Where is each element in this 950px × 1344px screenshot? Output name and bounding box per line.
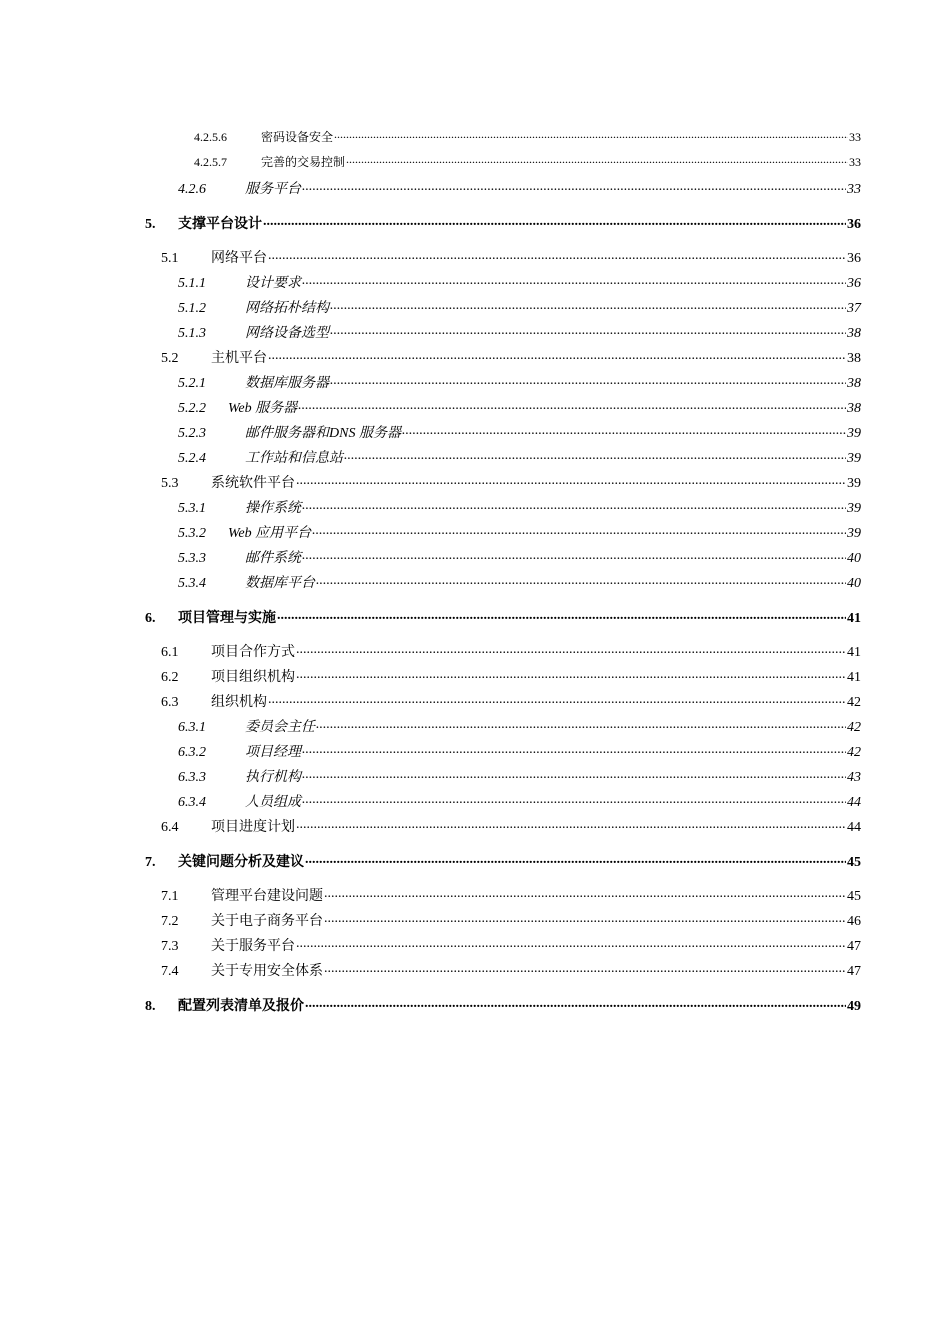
toc-entry[interactable]: [178, 791, 861, 811]
toc-dot-leader: [302, 549, 846, 562]
toc-entry-title: 关于电子商务平台: [211, 914, 323, 929]
toc-entry-page: 39: [847, 501, 861, 516]
toc-entry-page: 39: [847, 426, 861, 441]
toc-entry[interactable]: [178, 572, 861, 592]
toc-entry-title: 关于专用安全体系: [211, 964, 323, 979]
toc-entry-title: Web 应用平台: [228, 526, 312, 541]
toc-entry-number: 5.2.1: [178, 376, 206, 391]
toc-entry[interactable]: [161, 885, 861, 905]
toc-entry-page: 39: [847, 526, 861, 541]
toc-entry-number: 5.1.3: [178, 326, 206, 341]
toc-entry[interactable]: [178, 372, 861, 392]
toc-entry-page: 37: [847, 301, 861, 316]
toc-entry-page: 42: [847, 695, 861, 710]
toc-entry-title: 项目经理: [245, 745, 301, 760]
toc-entry-number: 5.2.3: [178, 426, 206, 441]
toc-entry-title: 系统软件平台: [211, 476, 295, 491]
toc-entry-number: 5.2: [161, 351, 179, 366]
toc-entry-title: Web 服务器: [228, 401, 298, 416]
toc-entry-page: 44: [847, 820, 861, 835]
toc-entry[interactable]: [194, 128, 861, 145]
toc-entry-title: 执行机构: [245, 770, 301, 785]
toc-dot-leader: [277, 609, 846, 622]
toc-entry-page: 43: [847, 770, 861, 785]
toc-dot-leader: [296, 643, 846, 656]
toc-entry-title: 工作站和信息站: [245, 451, 343, 466]
toc-dot-leader: [263, 215, 846, 228]
toc-entry-page: 46: [847, 914, 861, 929]
toc-entry-page: 36: [847, 217, 861, 232]
toc-entry-number: 5.3.2: [178, 526, 206, 541]
toc-entry-number: 6.3: [161, 695, 179, 710]
toc-entry-number: 6.1: [161, 645, 179, 660]
toc-entry-number: 5.1.2: [178, 301, 206, 316]
toc-entry[interactable]: [161, 691, 861, 711]
toc-entry[interactable]: [161, 960, 861, 980]
toc-entry-number: 5.3.3: [178, 551, 206, 566]
toc-entry-page: 41: [847, 645, 861, 660]
toc-dot-leader: [330, 374, 846, 387]
toc-entry-page: 40: [847, 576, 861, 591]
toc-entry-title: 完善的交易控制: [261, 155, 346, 169]
toc-entry-title: 关键问题分析及建议: [178, 855, 304, 870]
toc-entry-number: 5.1: [161, 251, 179, 266]
toc-entry-title: 支撑平台设计: [178, 217, 262, 232]
toc-entry-number: 5.2.4: [178, 451, 206, 466]
toc-entry-number: 6.3.3: [178, 770, 206, 785]
toc-dot-leader: [302, 743, 846, 756]
toc-entry-number: 5.3.4: [178, 576, 206, 591]
toc-entry-number: 5.3.1: [178, 501, 206, 516]
toc-entry-number: 7.1: [161, 889, 179, 904]
toc-entry-page: 47: [847, 939, 861, 954]
toc-entry-title: 网络拓朴结构: [245, 301, 329, 316]
toc-dot-leader: [324, 912, 846, 925]
toc-entry-title: 网络设备选型: [245, 326, 329, 341]
toc-dot-leader: [268, 349, 846, 362]
toc-dot-leader: [296, 474, 846, 487]
toc-entry-page: 49: [847, 999, 861, 1014]
toc-entry[interactable]: [178, 766, 861, 786]
toc-entry-number: 6.3.4: [178, 795, 206, 810]
toc-entry-title: 邮件系统: [245, 551, 301, 566]
toc-entry-title: 数据库服务器: [245, 376, 329, 391]
toc-entry[interactable]: [178, 297, 861, 317]
toc-entry-number: 7.: [145, 855, 156, 870]
toc-entry[interactable]: [145, 851, 861, 871]
toc-dot-leader: [316, 574, 846, 587]
toc-entry-title: 操作系统: [245, 501, 301, 516]
toc-dot-leader: [296, 818, 846, 831]
toc-dot-leader: [346, 155, 848, 166]
toc-entry-title: 密码设备安全: [261, 130, 334, 144]
toc-entry[interactable]: [161, 247, 861, 267]
toc-entry-number: 4.2.5.7: [194, 155, 227, 169]
toc-dot-leader: [296, 937, 846, 950]
toc-entry-page: 36: [847, 276, 861, 291]
toc-entry[interactable]: [178, 272, 861, 292]
toc-entry-number: 8.: [145, 999, 156, 1014]
toc-entry-number: 6.3.1: [178, 720, 206, 735]
toc-entry[interactable]: [178, 716, 861, 736]
toc-entry[interactable]: [161, 935, 861, 955]
toc-entry[interactable]: [145, 213, 861, 233]
toc-entry[interactable]: [194, 153, 861, 170]
toc-entry-title: 服务平台: [245, 182, 301, 197]
toc-dot-leader: [298, 399, 846, 412]
toc-entry[interactable]: [178, 497, 861, 517]
toc-entry-number: 5.3: [161, 476, 179, 491]
toc-entry[interactable]: [145, 995, 861, 1015]
toc-dot-leader: [302, 793, 846, 806]
toc-dot-leader: [302, 499, 846, 512]
toc-entry[interactable]: [178, 322, 861, 342]
toc-entry-number: 6.4: [161, 820, 179, 835]
toc-dot-leader: [268, 249, 846, 262]
toc-entry-page: 41: [847, 611, 861, 626]
toc-entry-title: 数据库平台: [245, 576, 315, 591]
toc-entry-page: 39: [847, 451, 861, 466]
toc-dot-leader: [305, 853, 846, 866]
toc-entry[interactable]: [145, 607, 861, 627]
toc-entry[interactable]: [178, 178, 861, 198]
toc-dot-leader: [268, 693, 846, 706]
toc-entry-title: 管理平台建设问题: [211, 889, 323, 904]
toc-dot-leader: [402, 424, 846, 437]
toc-entry-title: 主机平台: [211, 351, 267, 366]
toc-entry-page: 42: [847, 745, 861, 760]
toc-entry-page: 42: [847, 720, 861, 735]
toc-dot-leader: [330, 299, 846, 312]
toc-entry-page: 45: [847, 855, 861, 870]
toc-entry[interactable]: [161, 347, 861, 367]
toc-entry-page: 38: [847, 326, 861, 341]
toc-entry-number: 4.2.6: [178, 182, 206, 197]
toc-entry-title: 人员组成: [245, 795, 301, 810]
toc-dot-leader: [330, 324, 846, 337]
toc-entry-title: 委员会主任: [245, 720, 315, 735]
toc-entry-page: 33: [849, 155, 861, 169]
toc-entry-page: 47: [847, 964, 861, 979]
toc-entry-title: 网络平台: [211, 251, 267, 266]
toc-entry-page: 38: [847, 401, 861, 416]
toc-entry-title: 项目合作方式: [211, 645, 295, 660]
toc-dot-leader: [344, 449, 846, 462]
toc-entry-title: 项目组织机构: [211, 670, 295, 685]
toc-entry[interactable]: [178, 741, 861, 761]
toc-entry[interactable]: [161, 816, 861, 836]
toc-entry-page: 33: [849, 130, 861, 144]
toc-entry-number: 7.3: [161, 939, 179, 954]
toc-entry-page: 38: [847, 376, 861, 391]
toc-entry-page: 38: [847, 351, 861, 366]
toc-entry-title: 组织机构: [211, 695, 267, 710]
toc-entry-page: 40: [847, 551, 861, 566]
toc-dot-leader: [324, 962, 846, 975]
toc-entry[interactable]: [161, 472, 861, 492]
toc-entry-number: 7.4: [161, 964, 179, 979]
toc-dot-leader: [316, 718, 846, 731]
toc-entry-page: 44: [847, 795, 861, 810]
toc-dot-leader: [305, 997, 846, 1010]
toc-entry-page: 45: [847, 889, 861, 904]
toc-dot-leader: [334, 130, 848, 141]
toc-dot-leader: [302, 180, 846, 193]
toc-entry-page: 39: [847, 476, 861, 491]
toc-entry-number: 6.: [145, 611, 156, 626]
toc-dot-leader: [296, 668, 846, 681]
toc-entry-title: 邮件服务器和DNS 服务器: [245, 426, 401, 441]
toc-entry[interactable]: [178, 522, 861, 542]
toc-entry[interactable]: [178, 547, 861, 567]
toc-entry-number: 5.: [145, 217, 156, 232]
toc-dot-leader: [302, 768, 846, 781]
toc-entry-page: 36: [847, 251, 861, 266]
toc-entry-number: 5.2.2: [178, 401, 206, 416]
toc-entry-title: 项目管理与实施: [178, 611, 276, 626]
toc-entry-number: 5.1.1: [178, 276, 206, 291]
toc-entry-title: 项目进度计划: [211, 820, 295, 835]
toc-entry-number: 6.3.2: [178, 745, 206, 760]
toc-entry[interactable]: [161, 910, 861, 930]
toc-dot-leader: [324, 887, 846, 900]
toc-entry-page: 33: [847, 182, 861, 197]
toc-entry-title: 设计要求: [245, 276, 301, 291]
toc-entry[interactable]: [178, 447, 861, 467]
toc-entry-number: 4.2.5.6: [194, 130, 227, 144]
toc-dot-leader: [302, 274, 846, 287]
toc-entry-title: 关于服务平台: [211, 939, 295, 954]
toc-entry[interactable]: [161, 666, 861, 686]
toc-entry-number: 7.2: [161, 914, 179, 929]
toc-entry-title: 配置列表清单及报价: [178, 999, 304, 1014]
toc-entry[interactable]: [178, 422, 861, 442]
toc-entry-page: 41: [847, 670, 861, 685]
toc-entry[interactable]: [178, 397, 861, 417]
toc-entry[interactable]: [161, 641, 861, 661]
toc-entry-number: 6.2: [161, 670, 179, 685]
toc-dot-leader: [312, 524, 846, 537]
